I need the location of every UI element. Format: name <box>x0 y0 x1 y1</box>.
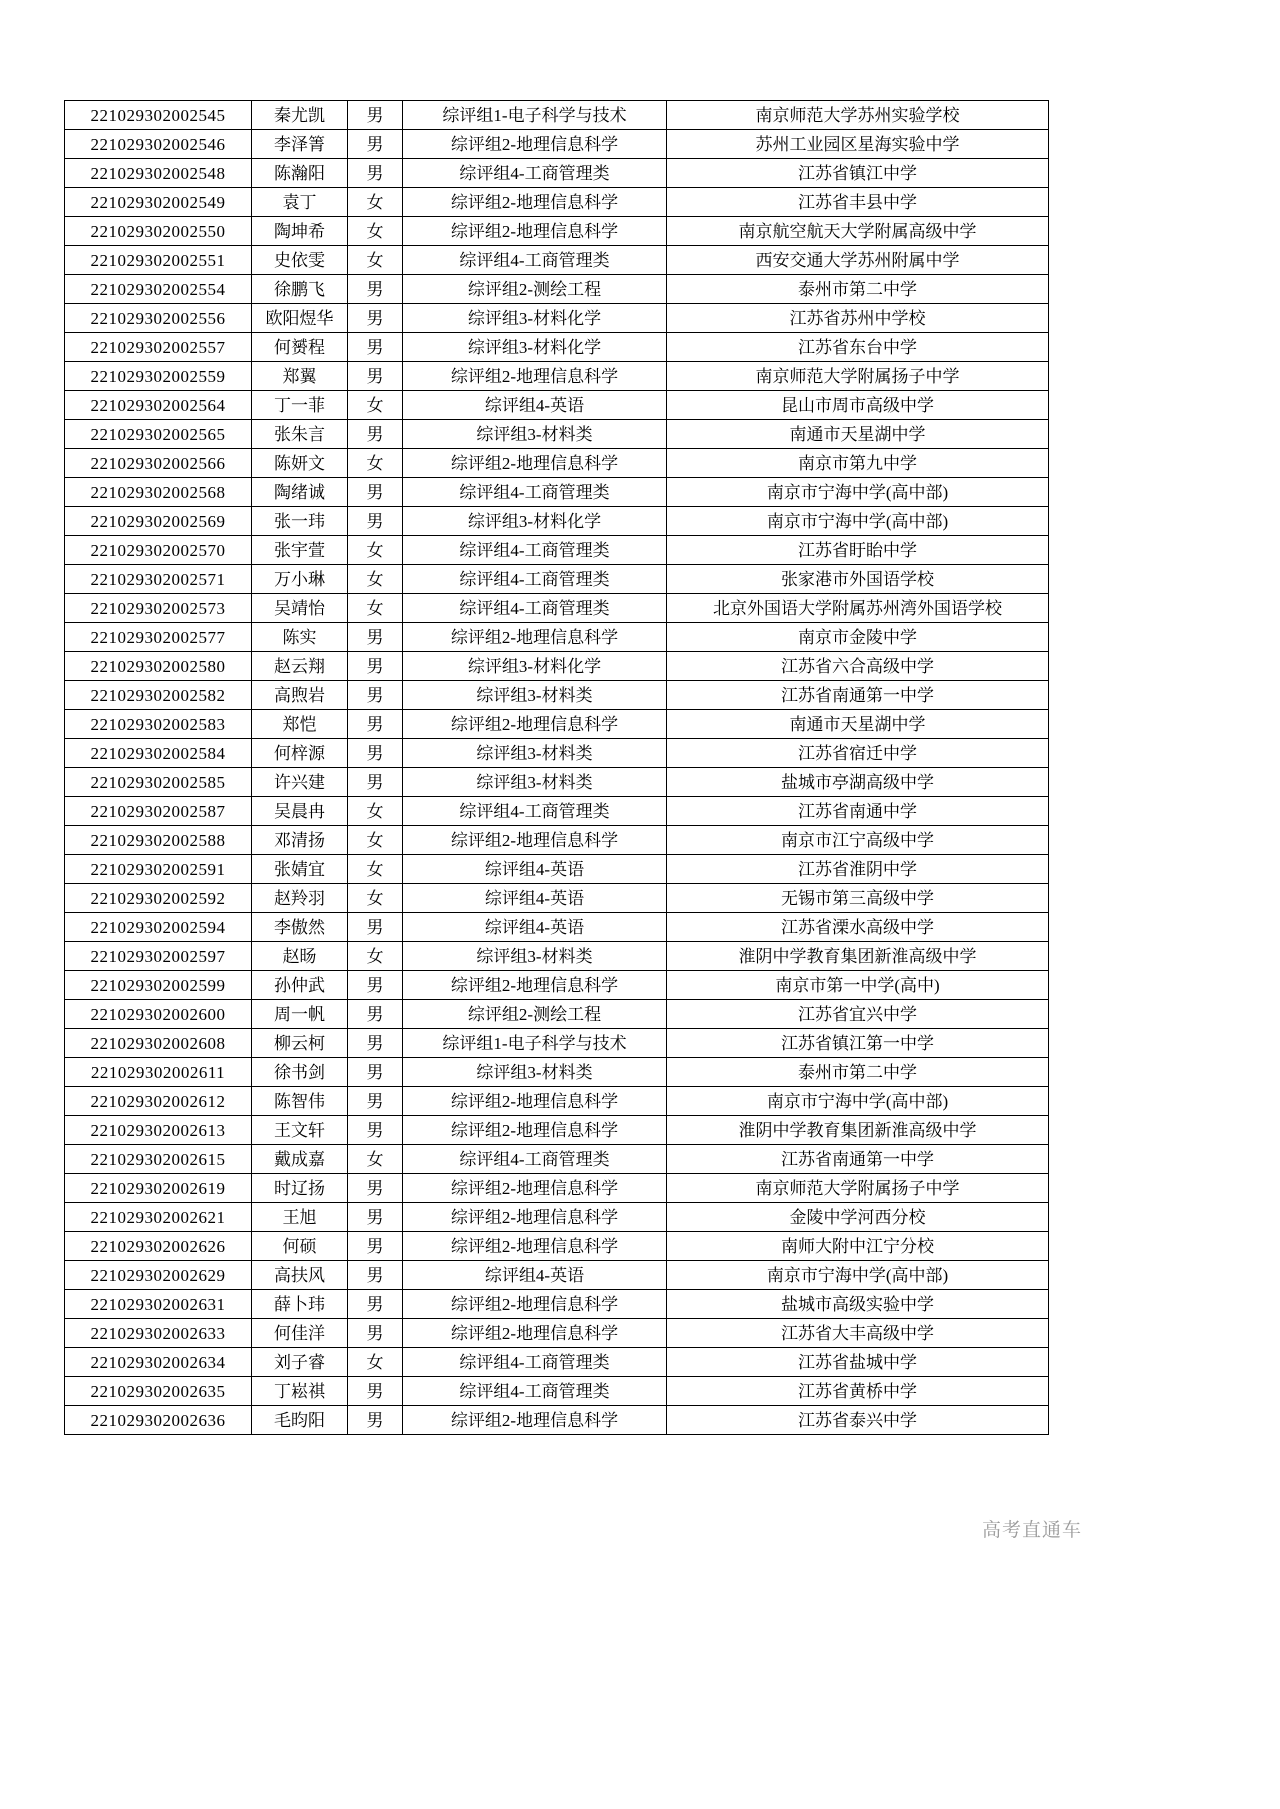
table-row <box>65 681 1049 710</box>
cell-id: 221029302002570 <box>65 536 252 565</box>
cell-gender: 男 <box>348 1232 403 1261</box>
cell-gender: 男 <box>348 1029 403 1058</box>
table-row <box>65 478 1049 507</box>
cell-gender: 男 <box>348 159 403 188</box>
table-row <box>65 275 1049 304</box>
table-row <box>65 188 1049 217</box>
cell-id: 221029302002629 <box>65 1261 252 1290</box>
cell-id: 221029302002559 <box>65 362 252 391</box>
cell-school: 江苏省镇江中学 <box>667 159 1049 188</box>
cell-id: 221029302002571 <box>65 565 252 594</box>
cell-id: 221029302002569 <box>65 507 252 536</box>
cell-gender: 男 <box>348 739 403 768</box>
cell-name: 欧阳煜华 <box>252 304 348 333</box>
table-row <box>65 594 1049 623</box>
cell-group: 综评组3-材料类 <box>403 942 667 971</box>
cell-gender: 女 <box>348 391 403 420</box>
cell-school: 南师大附中江宁分校 <box>667 1232 1049 1261</box>
cell-school: 无锡市第三高级中学 <box>667 884 1049 913</box>
cell-name: 史依雯 <box>252 246 348 275</box>
cell-name: 时辽扬 <box>252 1174 348 1203</box>
cell-group: 综评组2-测绘工程 <box>403 275 667 304</box>
cell-group: 综评组2-地理信息科学 <box>403 188 667 217</box>
cell-school: 昆山市周市高级中学 <box>667 391 1049 420</box>
cell-name: 何佳洋 <box>252 1319 348 1348</box>
table-row <box>65 1203 1049 1232</box>
cell-group: 综评组2-地理信息科学 <box>403 971 667 1000</box>
cell-school: 南京师范大学附属扬子中学 <box>667 1174 1049 1203</box>
cell-school: 泰州市第二中学 <box>667 275 1049 304</box>
cell-name: 李傲然 <box>252 913 348 942</box>
cell-school: 江苏省六合高级中学 <box>667 652 1049 681</box>
cell-name: 陶绪诚 <box>252 478 348 507</box>
cell-name: 赵羚羽 <box>252 884 348 913</box>
cell-gender: 男 <box>348 1000 403 1029</box>
cell-name: 吴晨冉 <box>252 797 348 826</box>
cell-name: 王旭 <box>252 1203 348 1232</box>
cell-group: 综评组2-地理信息科学 <box>403 1290 667 1319</box>
cell-school: 江苏省溧水高级中学 <box>667 913 1049 942</box>
cell-school: 南京市宁海中学(高中部) <box>667 1261 1049 1290</box>
cell-group: 综评组2-地理信息科学 <box>403 130 667 159</box>
cell-school: 南京市宁海中学(高中部) <box>667 1087 1049 1116</box>
cell-school: 南京市宁海中学(高中部) <box>667 507 1049 536</box>
cell-group: 综评组2-地理信息科学 <box>403 217 667 246</box>
cell-id: 221029302002626 <box>65 1232 252 1261</box>
cell-id: 221029302002545 <box>65 101 252 130</box>
cell-school: 江苏省宜兴中学 <box>667 1000 1049 1029</box>
table-row <box>65 507 1049 536</box>
cell-gender: 男 <box>348 1116 403 1145</box>
cell-school: 淮阴中学教育集团新淮高级中学 <box>667 1116 1049 1145</box>
cell-name: 陈瀚阳 <box>252 159 348 188</box>
cell-gender: 男 <box>348 1058 403 1087</box>
cell-school: 江苏省淮阴中学 <box>667 855 1049 884</box>
table-row <box>65 1029 1049 1058</box>
cell-id: 221029302002615 <box>65 1145 252 1174</box>
table-row <box>65 1319 1049 1348</box>
cell-group: 综评组2-地理信息科学 <box>403 1319 667 1348</box>
cell-group: 综评组2-地理信息科学 <box>403 449 667 478</box>
table-row <box>65 1290 1049 1319</box>
cell-school: 南京市江宁高级中学 <box>667 826 1049 855</box>
cell-group: 综评组2-地理信息科学 <box>403 362 667 391</box>
cell-name: 陈智伟 <box>252 1087 348 1116</box>
table-row <box>65 971 1049 1000</box>
cell-group: 综评组2-地理信息科学 <box>403 1116 667 1145</box>
table-row <box>65 565 1049 594</box>
cell-name: 李泽箐 <box>252 130 348 159</box>
cell-group: 综评组4-工商管理类 <box>403 797 667 826</box>
cell-school: 江苏省南通中学 <box>667 797 1049 826</box>
cell-group: 综评组2-地理信息科学 <box>403 710 667 739</box>
cell-id: 221029302002554 <box>65 275 252 304</box>
cell-group: 综评组4-英语 <box>403 1261 667 1290</box>
table-row <box>65 449 1049 478</box>
cell-school: 江苏省苏州中学校 <box>667 304 1049 333</box>
cell-id: 221029302002550 <box>65 217 252 246</box>
cell-group: 综评组4-工商管理类 <box>403 478 667 507</box>
cell-name: 丁崧祺 <box>252 1377 348 1406</box>
cell-school: 南京市金陵中学 <box>667 623 1049 652</box>
table-row <box>65 217 1049 246</box>
cell-school: 苏州工业园区星海实验中学 <box>667 130 1049 159</box>
cell-school: 江苏省盱眙中学 <box>667 536 1049 565</box>
cell-school: 金陵中学河西分校 <box>667 1203 1049 1232</box>
table-row <box>65 159 1049 188</box>
cell-group: 综评组3-材料类 <box>403 739 667 768</box>
cell-group: 综评组2-地理信息科学 <box>403 1174 667 1203</box>
cell-name: 许兴建 <box>252 768 348 797</box>
cell-id: 221029302002549 <box>65 188 252 217</box>
cell-group: 综评组4-工商管理类 <box>403 536 667 565</box>
cell-id: 221029302002594 <box>65 913 252 942</box>
cell-name: 丁一菲 <box>252 391 348 420</box>
cell-gender: 女 <box>348 1145 403 1174</box>
cell-name: 徐鹏飞 <box>252 275 348 304</box>
table-row <box>65 362 1049 391</box>
cell-gender: 女 <box>348 565 403 594</box>
cell-id: 221029302002548 <box>65 159 252 188</box>
table-row <box>65 623 1049 652</box>
cell-name: 郑翼 <box>252 362 348 391</box>
cell-group: 综评组4-工商管理类 <box>403 1145 667 1174</box>
cell-group: 综评组2-地理信息科学 <box>403 826 667 855</box>
cell-name: 陈实 <box>252 623 348 652</box>
cell-name: 赵旸 <box>252 942 348 971</box>
cell-group: 综评组2-地理信息科学 <box>403 1203 667 1232</box>
cell-id: 221029302002556 <box>65 304 252 333</box>
cell-school: 南通市天星湖中学 <box>667 710 1049 739</box>
cell-school: 泰州市第二中学 <box>667 1058 1049 1087</box>
cell-gender: 女 <box>348 594 403 623</box>
cell-name: 张宇萱 <box>252 536 348 565</box>
cell-id: 221029302002591 <box>65 855 252 884</box>
cell-gender: 女 <box>348 884 403 913</box>
cell-gender: 男 <box>348 1174 403 1203</box>
cell-id: 221029302002612 <box>65 1087 252 1116</box>
cell-name: 郑恺 <box>252 710 348 739</box>
cell-group: 综评组2-地理信息科学 <box>403 1232 667 1261</box>
cell-id: 221029302002635 <box>65 1377 252 1406</box>
cell-group: 综评组4-工商管理类 <box>403 246 667 275</box>
cell-gender: 男 <box>348 1087 403 1116</box>
cell-gender: 男 <box>348 101 403 130</box>
cell-name: 毛昀阳 <box>252 1406 348 1435</box>
table-row <box>65 1058 1049 1087</box>
cell-gender: 男 <box>348 913 403 942</box>
cell-gender: 女 <box>348 826 403 855</box>
cell-name: 赵云翔 <box>252 652 348 681</box>
table-row <box>65 1406 1049 1435</box>
table-row <box>65 1087 1049 1116</box>
cell-id: 221029302002597 <box>65 942 252 971</box>
cell-name: 张一玮 <box>252 507 348 536</box>
cell-school: 南京市第九中学 <box>667 449 1049 478</box>
cell-id: 221029302002557 <box>65 333 252 362</box>
cell-id: 221029302002564 <box>65 391 252 420</box>
cell-school: 淮阴中学教育集团新淮高级中学 <box>667 942 1049 971</box>
cell-gender: 女 <box>348 855 403 884</box>
table-row <box>65 391 1049 420</box>
table-row <box>65 652 1049 681</box>
cell-name: 刘子睿 <box>252 1348 348 1377</box>
table-row <box>65 1377 1049 1406</box>
cell-id: 221029302002573 <box>65 594 252 623</box>
cell-school: 江苏省泰兴中学 <box>667 1406 1049 1435</box>
cell-group: 综评组3-材料化学 <box>403 507 667 536</box>
cell-name: 何赟程 <box>252 333 348 362</box>
table-row <box>65 1174 1049 1203</box>
cell-id: 221029302002608 <box>65 1029 252 1058</box>
cell-gender: 女 <box>348 942 403 971</box>
cell-gender: 男 <box>348 1203 403 1232</box>
cell-school: 江苏省大丰高级中学 <box>667 1319 1049 1348</box>
cell-id: 221029302002611 <box>65 1058 252 1087</box>
cell-school: 盐城市高级实验中学 <box>667 1290 1049 1319</box>
cell-id: 221029302002621 <box>65 1203 252 1232</box>
cell-id: 221029302002584 <box>65 739 252 768</box>
cell-gender: 女 <box>348 1348 403 1377</box>
watermark: 高考直通车 <box>981 1520 1082 1541</box>
cell-name: 高煦岩 <box>252 681 348 710</box>
cell-name: 万小琳 <box>252 565 348 594</box>
cell-group: 综评组3-材料类 <box>403 420 667 449</box>
cell-id: 221029302002582 <box>65 681 252 710</box>
cell-gender: 男 <box>348 333 403 362</box>
cell-name: 陈妍文 <box>252 449 348 478</box>
cell-gender: 男 <box>348 1319 403 1348</box>
cell-id: 221029302002613 <box>65 1116 252 1145</box>
cell-id: 221029302002551 <box>65 246 252 275</box>
cell-id: 221029302002580 <box>65 652 252 681</box>
cell-name: 周一帆 <box>252 1000 348 1029</box>
cell-name: 陶坤希 <box>252 217 348 246</box>
cell-id: 221029302002577 <box>65 623 252 652</box>
cell-group: 综评组3-材料化学 <box>403 304 667 333</box>
table-row <box>65 333 1049 362</box>
cell-gender: 男 <box>348 768 403 797</box>
cell-name: 柳云柯 <box>252 1029 348 1058</box>
cell-id: 221029302002631 <box>65 1290 252 1319</box>
cell-name: 孙仲武 <box>252 971 348 1000</box>
cell-gender: 女 <box>348 797 403 826</box>
cell-name: 张朱言 <box>252 420 348 449</box>
cell-id: 221029302002565 <box>65 420 252 449</box>
table-row <box>65 768 1049 797</box>
table-row <box>65 1145 1049 1174</box>
cell-gender: 男 <box>348 420 403 449</box>
cell-name: 吴靖怡 <box>252 594 348 623</box>
cell-id: 221029302002592 <box>65 884 252 913</box>
table-row <box>65 826 1049 855</box>
cell-id: 221029302002634 <box>65 1348 252 1377</box>
cell-gender: 男 <box>348 971 403 1000</box>
cell-group: 综评组4-工商管理类 <box>403 1377 667 1406</box>
table-row <box>65 884 1049 913</box>
cell-group: 综评组4-工商管理类 <box>403 565 667 594</box>
cell-gender: 男 <box>348 1377 403 1406</box>
table-row <box>65 1261 1049 1290</box>
cell-gender: 男 <box>348 478 403 507</box>
cell-group: 综评组4-工商管理类 <box>403 1348 667 1377</box>
cell-school: 江苏省宿迁中学 <box>667 739 1049 768</box>
cell-name: 何梓源 <box>252 739 348 768</box>
cell-group: 综评组2-地理信息科学 <box>403 623 667 652</box>
cell-name: 戴成嘉 <box>252 1145 348 1174</box>
cell-name: 薛卜玮 <box>252 1290 348 1319</box>
table-row <box>65 797 1049 826</box>
cell-school: 江苏省东台中学 <box>667 333 1049 362</box>
cell-gender: 女 <box>348 449 403 478</box>
cell-id: 221029302002546 <box>65 130 252 159</box>
cell-gender: 男 <box>348 275 403 304</box>
cell-name: 秦尤凯 <box>252 101 348 130</box>
cell-gender: 男 <box>348 681 403 710</box>
cell-school: 南京市宁海中学(高中部) <box>667 478 1049 507</box>
cell-gender: 男 <box>348 130 403 159</box>
table-row <box>65 710 1049 739</box>
table-row <box>65 536 1049 565</box>
cell-group: 综评组3-材料类 <box>403 681 667 710</box>
cell-id: 221029302002566 <box>65 449 252 478</box>
cell-id: 221029302002633 <box>65 1319 252 1348</box>
cell-group: 综评组3-材料化学 <box>403 333 667 362</box>
cell-group: 综评组1-电子科学与技术 <box>403 101 667 130</box>
table-row <box>65 101 1049 130</box>
cell-id: 221029302002585 <box>65 768 252 797</box>
cell-school: 西安交通大学苏州附属中学 <box>667 246 1049 275</box>
cell-group: 综评组3-材料化学 <box>403 652 667 681</box>
candidate-table-container <box>64 100 1049 1435</box>
cell-id: 221029302002568 <box>65 478 252 507</box>
cell-gender: 男 <box>348 362 403 391</box>
cell-gender: 男 <box>348 652 403 681</box>
cell-group: 综评组3-材料类 <box>403 1058 667 1087</box>
cell-id: 221029302002636 <box>65 1406 252 1435</box>
cell-group: 综评组2-测绘工程 <box>403 1000 667 1029</box>
candidate-table-body <box>65 101 1049 1435</box>
cell-name: 何硕 <box>252 1232 348 1261</box>
cell-gender: 女 <box>348 536 403 565</box>
table-row <box>65 420 1049 449</box>
cell-gender: 女 <box>348 217 403 246</box>
table-row <box>65 913 1049 942</box>
cell-school: 南通市天星湖中学 <box>667 420 1049 449</box>
table-row <box>65 1232 1049 1261</box>
table-row <box>65 246 1049 275</box>
candidate-table <box>64 100 1049 1435</box>
cell-group: 综评组1-电子科学与技术 <box>403 1029 667 1058</box>
cell-id: 221029302002600 <box>65 1000 252 1029</box>
cell-school: 南京师范大学苏州实验学校 <box>667 101 1049 130</box>
table-row <box>65 1348 1049 1377</box>
cell-group: 综评组4-英语 <box>403 913 667 942</box>
cell-id: 221029302002588 <box>65 826 252 855</box>
cell-id: 221029302002619 <box>65 1174 252 1203</box>
table-row <box>65 130 1049 159</box>
cell-group: 综评组4-英语 <box>403 391 667 420</box>
cell-school: 江苏省丰县中学 <box>667 188 1049 217</box>
cell-name: 邓清扬 <box>252 826 348 855</box>
cell-group: 综评组3-材料类 <box>403 768 667 797</box>
cell-school: 江苏省盐城中学 <box>667 1348 1049 1377</box>
cell-school: 张家港市外国语学校 <box>667 565 1049 594</box>
cell-group: 综评组2-地理信息科学 <box>403 1087 667 1116</box>
cell-school: 南京师范大学附属扬子中学 <box>667 362 1049 391</box>
cell-gender: 女 <box>348 246 403 275</box>
cell-name: 徐书剑 <box>252 1058 348 1087</box>
cell-gender: 男 <box>348 304 403 333</box>
cell-school: 北京外国语大学附属苏州湾外国语学校 <box>667 594 1049 623</box>
cell-group: 综评组4-工商管理类 <box>403 594 667 623</box>
cell-id: 221029302002599 <box>65 971 252 1000</box>
cell-group: 综评组4-英语 <box>403 884 667 913</box>
cell-gender: 男 <box>348 623 403 652</box>
cell-school: 南京航空航天大学附属高级中学 <box>667 217 1049 246</box>
table-row <box>65 855 1049 884</box>
table-row <box>65 739 1049 768</box>
cell-school: 南京市第一中学(高中) <box>667 971 1049 1000</box>
cell-school: 江苏省南通第一中学 <box>667 1145 1049 1174</box>
cell-group: 综评组4-英语 <box>403 855 667 884</box>
cell-gender: 女 <box>348 188 403 217</box>
cell-gender: 男 <box>348 507 403 536</box>
cell-school: 江苏省镇江第一中学 <box>667 1029 1049 1058</box>
cell-id: 221029302002587 <box>65 797 252 826</box>
cell-id: 221029302002583 <box>65 710 252 739</box>
table-row <box>65 304 1049 333</box>
table-row <box>65 942 1049 971</box>
cell-name: 张婧宜 <box>252 855 348 884</box>
cell-name: 王文轩 <box>252 1116 348 1145</box>
cell-gender: 男 <box>348 1261 403 1290</box>
cell-gender: 男 <box>348 1290 403 1319</box>
cell-school: 盐城市亭湖高级中学 <box>667 768 1049 797</box>
cell-group: 综评组4-工商管理类 <box>403 159 667 188</box>
cell-name: 高扶风 <box>252 1261 348 1290</box>
table-row <box>65 1116 1049 1145</box>
cell-gender: 男 <box>348 710 403 739</box>
cell-school: 江苏省黄桥中学 <box>667 1377 1049 1406</box>
cell-gender: 男 <box>348 1406 403 1435</box>
cell-group: 综评组2-地理信息科学 <box>403 1406 667 1435</box>
table-row <box>65 1000 1049 1029</box>
cell-name: 袁丁 <box>252 188 348 217</box>
cell-school: 江苏省南通第一中学 <box>667 681 1049 710</box>
